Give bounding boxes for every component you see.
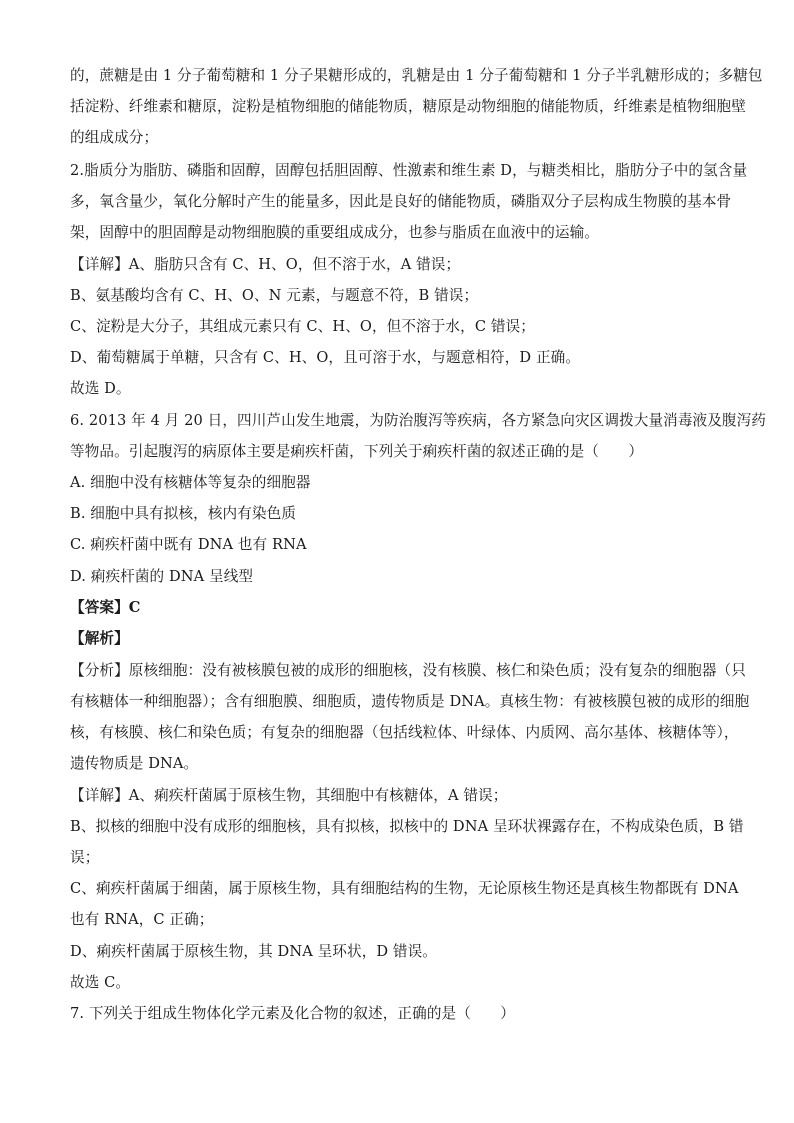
text-line: 故选 D。 (70, 380, 131, 397)
text-line: 遗传物质是 DNA。 (70, 755, 199, 772)
question-6-stem: 6. 2013 年 4 月 20 日，四川芦山发生地震，为防治腹泻等疾病，各方紧急向灾区调拨大量消毒液及腹泻药 (70, 412, 767, 429)
option-d: D. 痢疾杆菌的 DNA 呈线型 (70, 568, 254, 585)
option-c: C. 痢疾杆菌中既有 DNA 也有 RNA (70, 536, 307, 553)
text-line: 【详解】A、痢疾杆菌属于原核生物，其细胞中有核糖体，A 错误； (70, 787, 508, 804)
text-line: D、葡萄糖属于单糖，只含有 C、H、O，且可溶于水，与题意相符，D 正确。 (70, 349, 581, 366)
text-line: 有核糖体一种细胞器）；含有细胞膜、细胞质，遗传物质是 DNA。真核生物：有被核膜包被的成形的细胞 (70, 693, 750, 710)
text-line: 【详解】A、脂肪只含有 C、H、O，但不溶于水，A 错误； (70, 256, 461, 273)
text-line: 括淀粉、纤维素和糖原，淀粉是植物细胞的储能物质，糖原是动物细胞的储能物质，纤维素是植物细胞壁 (70, 98, 746, 115)
text-line: 故选 C。 (70, 974, 131, 991)
text-line: B、氨基酸均含有 C、H、O、N 元素，与题意不符，B 错误； (70, 287, 479, 304)
option-a: A. 细胞中没有核糖体等复杂的细胞器 (70, 474, 311, 491)
answer-label: 【答案】C (70, 599, 141, 616)
question-7-stem: 7. 下列关于组成生物体化学元素及化合物的叙述，正确的是（ ） (70, 1005, 515, 1022)
text-line: 的组成成分； (70, 129, 159, 146)
text-line: 2.脂质分为脂肪、磷脂和固醇，固醇包括胆固醇、性激素和维生素 D，与糖类相比，脂肪分子中的氢含量 (70, 162, 748, 179)
text-line: B、拟核的细胞中没有成形的细胞核，具有拟核，拟核中的 DNA 呈环状裸露存在，不构成染色质，B 错 (70, 818, 744, 835)
text-line: D、痢疾杆菌属于原核生物，其 DNA 呈环状，D 错误。 (70, 943, 438, 960)
text-line: 误； (70, 849, 100, 866)
text-line: 也有 RNA，C 正确； (70, 911, 214, 928)
option-b: B. 细胞中具有拟核，核内有染色质 (70, 505, 297, 522)
text-line: C、痢疾杆菌属于细菌，属于原核生物，具有细胞结构的生物，无论原核生物还是真核生物都既有 DNA (70, 880, 739, 897)
text-line: 核，有核膜、核仁和染色质；有复杂的细胞器（包括线粒体、叶绿体、内质网、高尔基体、核糖体等）， (70, 724, 739, 741)
question-6-stem: 等物品。引起腹泻的病原体主要是痢疾杆菌，下列关于痢疾杆菌的叙述正确的是（ ） (70, 443, 644, 460)
analysis-label: 【解析】 (70, 630, 129, 647)
text-line: 【分析】原核细胞：没有被核膜包被的成形的细胞核，没有核膜、核仁和染色质；没有复杂的细胞器（只 (70, 662, 746, 679)
text-line: 多，氧含量少，氧化分解时产生的能量多，因此是良好的储能物质，磷脂双分子层构成生物膜的基本骨 (70, 193, 732, 210)
text-line: 架，固醇中的胆固醇是动物细胞膜的重要组成成分，也参与脂质在血液中的运输。 (70, 224, 599, 241)
text-line: 的，蔗糖是由 1 分子葡萄糖和 1 分子果糖形成的，乳糖是由 1 分子葡萄糖和 1 分子半乳糖形成的；多糖包 (70, 67, 763, 84)
text-line: C、淀粉是大分子，其组成元素只有 C、H、O，但不溶于水，C 错误； (70, 318, 535, 335)
